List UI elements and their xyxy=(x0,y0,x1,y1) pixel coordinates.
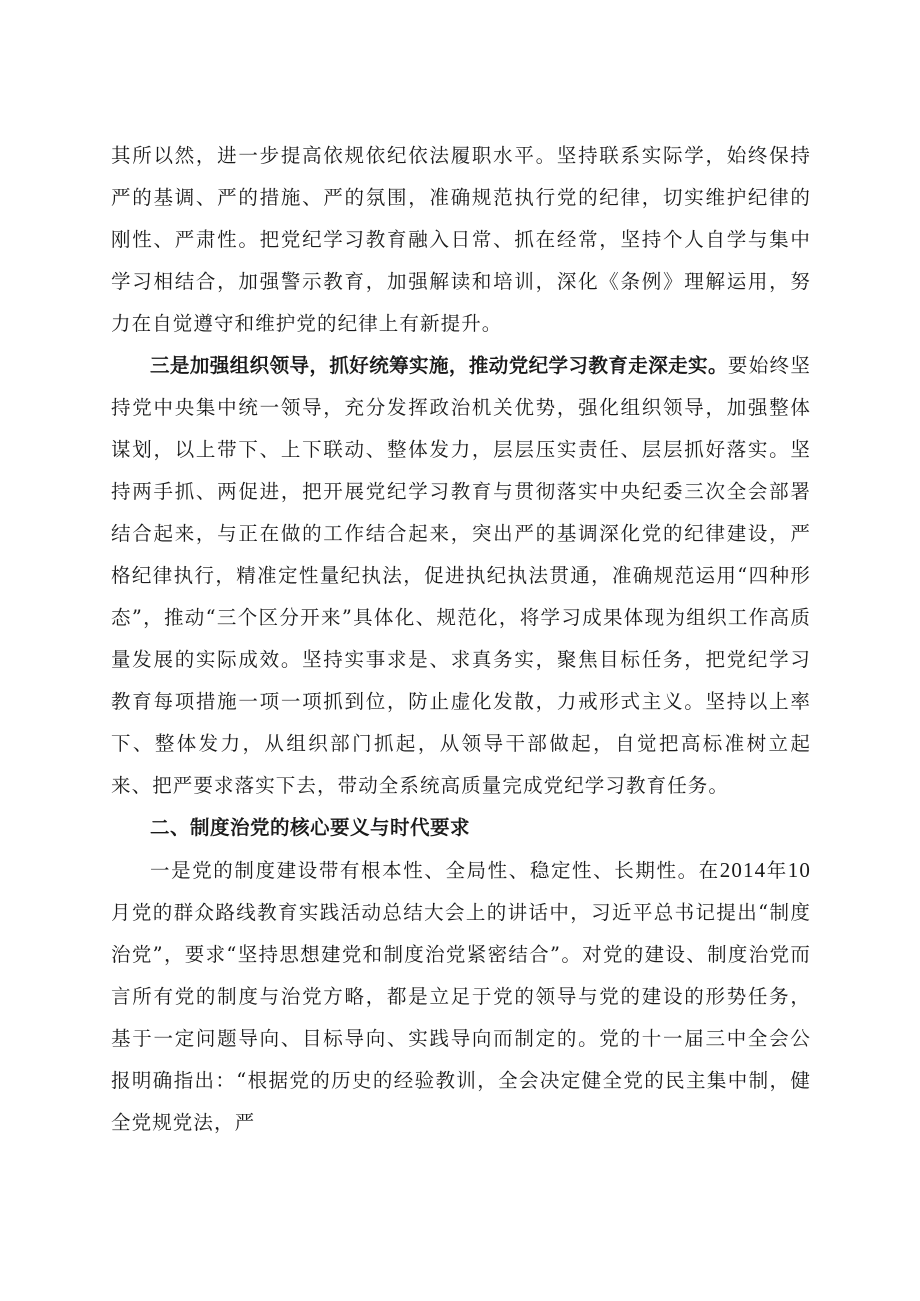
paragraph-continuation: 其所以然，进一步提高依规依纪依法履职水平。坚持联系实际学，始终保持严的基调、严的措施、严的氛围，准确规范执行党的纪律，切实维护纪律的刚性、严肃性。把党纪学习教育融入日常、抓在经常，坚持个人自学与集中学习相结合，加强警示教育，加强解读和培训，深化《条例》理解运用，努力在自觉遵守和维护党的纪律上有新提升。 xyxy=(111,144,811,335)
section-heading: 二、制度治党的核心要义与时代要求 xyxy=(150,816,471,839)
document-body xyxy=(111,135,811,1144)
year-number: 2014 xyxy=(719,858,767,882)
paragraph-text-pre: 一是党的制度建设带有根本性、全局性、稳定性、长期性。在 xyxy=(150,859,720,882)
month-number: 10 xyxy=(787,858,811,882)
paragraph-organization-leadership xyxy=(111,345,811,807)
paragraph-body-text: 要始终坚持党中央集中统一领导，充分发挥政治机关优势，强化组织领导，加强整体谋划，以上带下、上下联动、整体发力，层层压实责任、层层抓好落实。坚持两手抓、两促进，把开展党纪学习教育与贯彻落实中央纪委三次全会部署结合起来，与正在做的工作结合起来，突出严的基调深化党的纪律建设，严格纪律执行，精准定性量纪执法，促进执纪执法贯通，准确规范运用“四种形态”，推动“三个区分开来”具体化、规范化，将学习成果体现为组织工作高质量发展的实际成效。坚持实事求是、求真务实，聚焦目标任务，把党纪学习教育每项措施一项一项抓到位，防止虚化发散，力戒形式主义。坚持以上率下、整体发力，从组织部门抓起，从领导干部做起，自觉把高标准树立起来、把严要求落实下去，带动全系统高质量完成党纪学习教育任务。 xyxy=(111,354,811,797)
paragraph-institutional-building xyxy=(111,849,811,1144)
paragraph-text-year-suffix: 年 xyxy=(766,859,788,882)
paragraph-text-post: 月党的群众路线教育实践活动总结大会上的讲话中，习近平总书记提出“制度治党”，要求“坚持思想建党和制度治党紧密结合”。对党的建设、制度治党而言所有党的制度与治党方略，都是立足于党的领导与党的建设的形势任务，基于一定问题导向、目标导向、实践导向而制定的。党的十一届三中全会公报明确指出：“根据党的历史的经验教训，全会决定健全党的民主集中制，健全党规党法，严 xyxy=(111,901,811,1134)
paragraph-lead-bold: 三是加强组织领导，抓好统筹实施，推动党纪学习教育走深走实。 xyxy=(150,354,728,377)
